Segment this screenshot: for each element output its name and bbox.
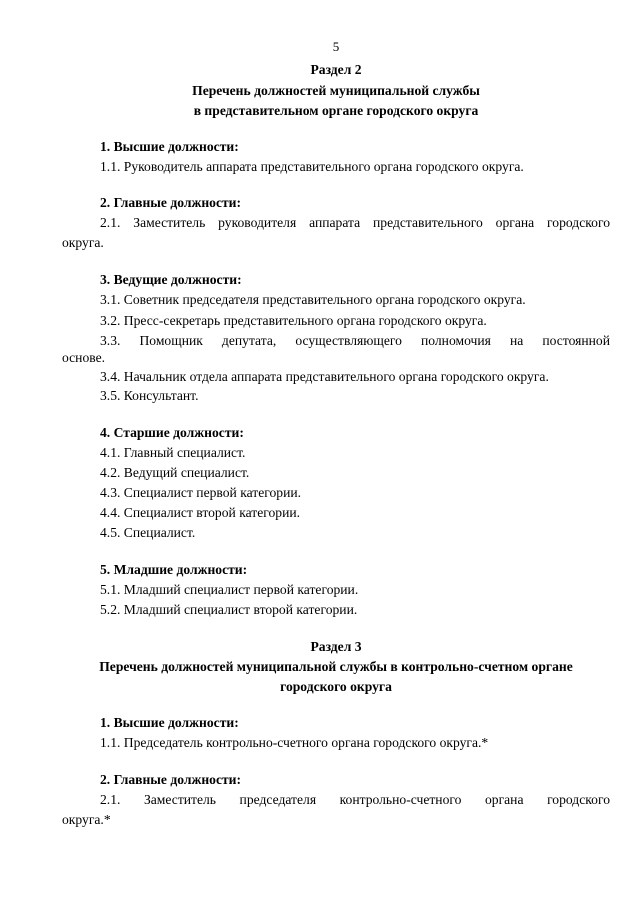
s2-item-3-3 [62, 331, 610, 368]
s2-item-3-2: 3.2. Пресс-секретарь представительного органа городского округа. [100, 313, 487, 328]
section-3-subtitle-line2: городского округа [280, 679, 392, 694]
s3-item-2-1-line2: округа.* [62, 812, 111, 827]
s2-item-3-1: 3.1. Советник председателя представительного органа городского округа. [100, 292, 526, 307]
s3-item-1-1: 1.1. Председатель контрольно-счетного органа городского округа.* [100, 735, 489, 750]
s2-item-4-5: 4.5. Специалист. [100, 525, 196, 540]
s2-item-5-2: 5.2. Младший специалист второй категории. [100, 602, 358, 617]
section-2-subtitle-line1: Перечень должностей муниципальной службы [192, 83, 480, 98]
s2-item-3-3-line1: 3.3. Помощник депутата, осуществляющего полномочия на постоянной [100, 333, 610, 348]
s2-item-3-5: 3.5. Консультант. [100, 388, 199, 403]
s3-item-2-1 [62, 790, 610, 830]
section-3-title: Раздел 3 [310, 639, 362, 654]
s2-group3-heading: 3. Ведущие должности: [100, 272, 242, 287]
s2-item-3-3-line2: основе. [62, 350, 106, 365]
s2-item-5-1: 5.1. Младший специалист первой категории. [100, 582, 359, 597]
section-2-title: Раздел 2 [310, 62, 362, 77]
page-number: 5 [332, 39, 340, 54]
s3-group1-heading: 1. Высшие должности: [100, 715, 239, 730]
s2-item-4-1: 4.1. Главный специалист. [100, 445, 246, 460]
s2-item-3-4: 3.4. Начальник отдела аппарата представительного органа городского округа. [100, 369, 549, 384]
s3-item-2-1-line1: 2.1. Заместитель председателя контрольно-счетного органа городского [100, 792, 610, 807]
s2-group5-heading: 5. Младшие должности: [100, 562, 248, 577]
s2-item-4-2: 4.2. Ведущий специалист. [100, 465, 250, 480]
s2-item-1-1: 1.1. Руководитель аппарата представительного органа городского округа. [100, 159, 524, 174]
s2-item-2-1-line1: 2.1. Заместитель руководителя аппарата представительного органа городского [100, 215, 610, 230]
s2-item-4-3: 4.3. Специалист первой категории. [100, 485, 302, 500]
s2-item-2-1-line2: округа. [62, 235, 104, 250]
s2-item-2-1 [62, 213, 610, 253]
s2-group1-heading: 1. Высшие должности: [100, 139, 239, 154]
s3-group2-heading: 2. Главные должности: [100, 772, 242, 787]
s2-group4-heading: 4. Старшие должности: [100, 425, 244, 440]
section-3-subtitle-line1: Перечень должностей муниципальной службы в контрольно-счетном органе [99, 659, 573, 674]
section-2-subtitle-line2: в представительном органе городского округа [193, 103, 479, 118]
s2-item-4-4: 4.4. Специалист второй категории. [100, 505, 301, 520]
s2-group2-heading: 2. Главные должности: [100, 195, 242, 210]
